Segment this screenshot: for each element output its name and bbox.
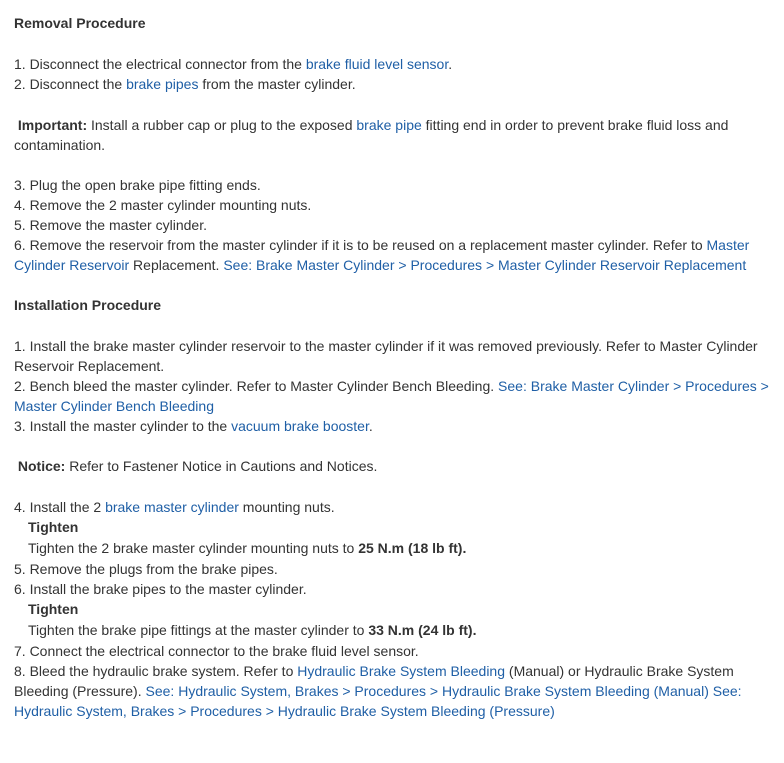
- installation-step-1-line-2: Reservoir Replacement.: [14, 358, 165, 374]
- installation-step-8: [14, 661, 734, 681]
- removal-step-2: [14, 74, 356, 94]
- tighten-spec-2: [28, 620, 476, 640]
- step-text: 1. Disconnect the electrical connector from the: [14, 56, 306, 72]
- step-text: from the master cylinder.: [198, 76, 356, 92]
- brake-master-cylinder-link[interactable]: brake master cylinder: [105, 499, 239, 515]
- step-text: 8. Bleed the hydraulic brake system. Refer to: [14, 663, 298, 679]
- tighten-spec-1: [28, 538, 466, 558]
- note-text: fitting end in order to prevent brake fluid loss and: [421, 117, 729, 133]
- step-text: 3. Install the master cylinder to the: [14, 418, 232, 434]
- tighten-label: Tighten: [28, 519, 79, 535]
- installation-step-8-line-3: [14, 701, 555, 721]
- installation-step-7: 7. Connect the electrical connector to the brake fluid level sensor.: [14, 643, 419, 659]
- step-text: 2. Disconnect the: [14, 76, 127, 92]
- step-text: Replacement.: [129, 257, 224, 273]
- vacuum-brake-booster-link[interactable]: vacuum brake booster: [231, 418, 369, 434]
- installation-step-8-line-2: [14, 681, 742, 701]
- installation-step-6: 6. Install the brake pipes to the master cylinder.: [14, 581, 307, 597]
- step-text: 4. Install the 2: [14, 499, 106, 515]
- removal-heading: Removal Procedure: [14, 15, 146, 31]
- bench-bleeding-see-link-part-1[interactable]: See: Brake Master Cylinder > Procedures >: [498, 378, 769, 394]
- reservoir-replacement-see-link[interactable]: See: Brake Master Cylinder > Procedures > Master Cylinder Reservoir Replacement: [223, 257, 747, 273]
- spec-text: Tighten the brake pipe fittings at the master cylinder to: [28, 622, 369, 638]
- bleeding-manual-see-link[interactable]: See: Hydraulic System, Brakes > Procedures > Hydraulic Brake System Bleeding (Manual) See:: [145, 683, 742, 699]
- installation-heading: Installation Procedure: [14, 297, 162, 313]
- step-text: 2. Bench bleed the master cylinder. Refer to Master Cylinder Bench Bleeding.: [14, 378, 499, 394]
- installation-step-5: 5. Remove the plugs from the brake pipes.: [14, 561, 278, 577]
- torque-value: 25 N.m (18 lb ft).: [358, 540, 467, 556]
- installation-step-2: [14, 376, 769, 396]
- brake-pipes-link[interactable]: brake pipes: [126, 76, 199, 92]
- step-text: Bleeding (Pressure).: [14, 683, 146, 699]
- torque-value: 33 N.m (24 lb ft).: [368, 622, 477, 638]
- installation-step-4: [14, 497, 335, 517]
- master-cylinder-reservoir-link-part-1[interactable]: Master: [706, 237, 750, 253]
- removal-step-6: [14, 235, 749, 255]
- spec-text: Tighten the 2 brake master cylinder mounting nuts to: [28, 540, 359, 556]
- important-label: Important:: [17, 117, 88, 133]
- removal-step-6-line-2: [14, 255, 746, 275]
- tighten-label: Tighten: [28, 601, 79, 617]
- important-note-line-2: contamination.: [14, 137, 106, 153]
- brake-fluid-level-sensor-link[interactable]: brake fluid level sensor: [305, 56, 449, 72]
- removal-step-1: [14, 54, 452, 74]
- installation-step-1: 1. Install the brake master cylinder reservoir to the master cylinder if it was removed previously. Refer to Master Cylinder: [14, 338, 758, 354]
- step-text: .: [448, 56, 453, 72]
- important-note: [14, 115, 728, 135]
- step-text: mounting nuts.: [238, 499, 335, 515]
- notice-label: Notice:: [17, 458, 66, 474]
- notice-note: [14, 456, 377, 476]
- hydraulic-brake-system-bleeding-link[interactable]: Hydraulic Brake System Bleeding: [297, 663, 506, 679]
- note-text: Refer to Fastener Notice in Cautions and Notices.: [65, 458, 378, 474]
- step-text: (Manual) or Hydraulic Brake System: [505, 663, 734, 679]
- bench-bleeding-see-link-part-2[interactable]: Master Cylinder Bench Bleeding: [14, 398, 214, 414]
- note-text: Install a rubber cap or plug to the exposed: [87, 117, 357, 133]
- step-text: 6. Remove the reservoir from the master cylinder if it is to be reused on a replacement master cylinder. Refer to: [14, 237, 707, 253]
- master-cylinder-reservoir-link-part-2[interactable]: Cylinder Reservoir: [14, 257, 130, 273]
- removal-step-5: 5. Remove the master cylinder.: [14, 217, 207, 233]
- removal-step-4: 4. Remove the 2 master cylinder mounting nuts.: [14, 197, 312, 213]
- installation-step-3: [14, 416, 373, 436]
- removal-step-3: 3. Plug the open brake pipe fitting ends.: [14, 177, 261, 193]
- brake-pipe-link[interactable]: brake pipe: [356, 117, 422, 133]
- installation-step-2-line-2: [14, 396, 214, 416]
- bleeding-pressure-see-link[interactable]: Hydraulic System, Brakes > Procedures > Hydraulic Brake System Bleeding (Pressure): [14, 703, 555, 719]
- step-text: .: [368, 418, 373, 434]
